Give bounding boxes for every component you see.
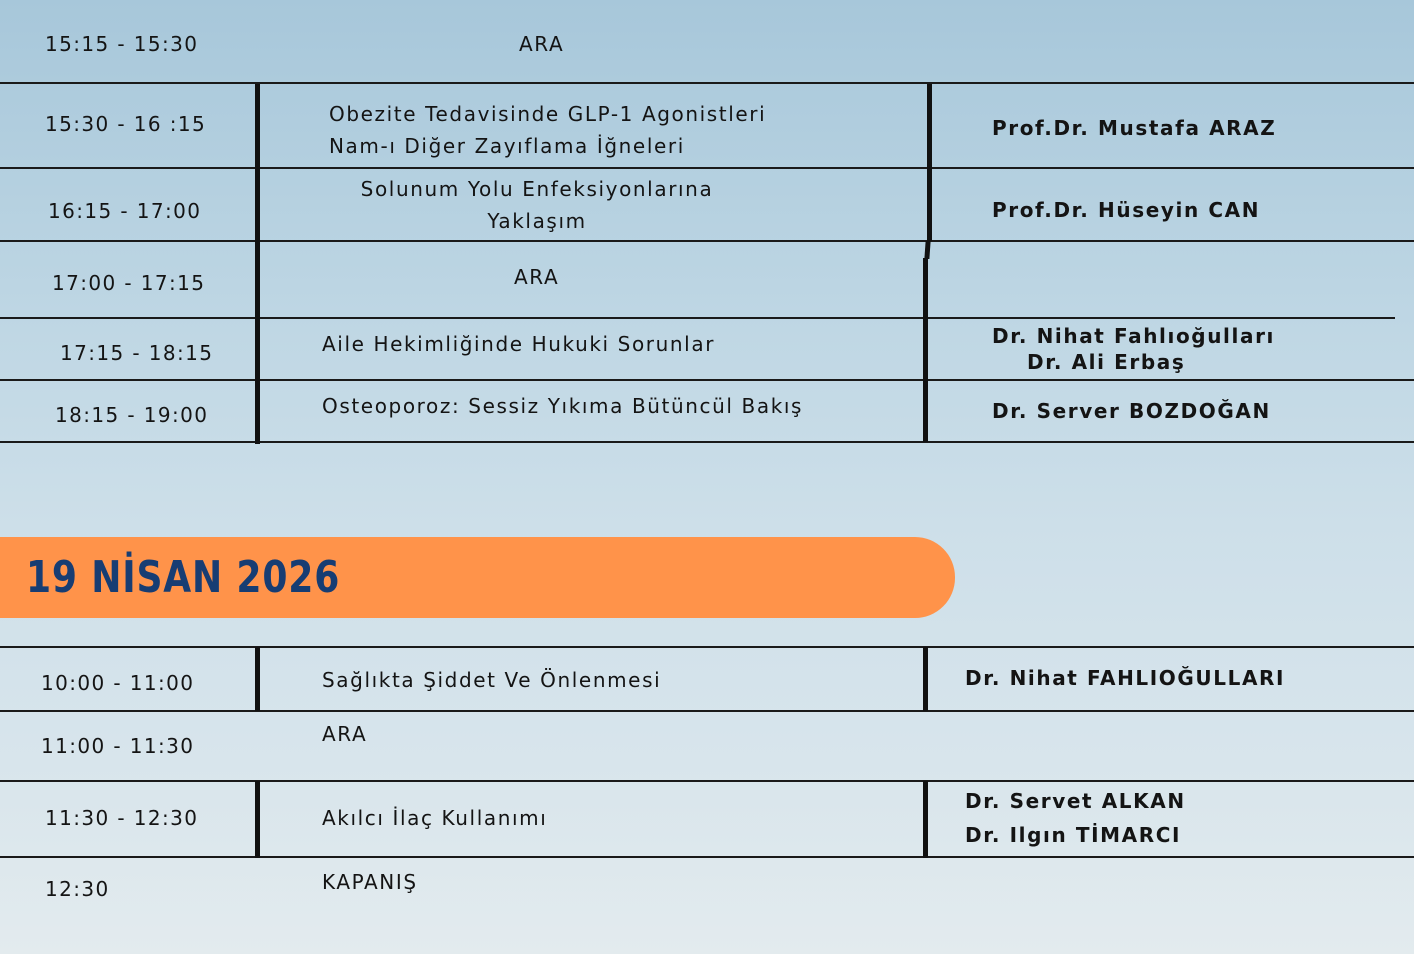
row-divider	[0, 379, 1414, 381]
row-divider	[0, 240, 1414, 242]
session-title: ARA	[322, 722, 368, 746]
row-divider	[0, 441, 1414, 443]
speaker-name: Prof.Dr. Hüseyin CAN	[992, 198, 1261, 222]
session-title: ARA	[519, 32, 565, 56]
row-divider	[0, 780, 1414, 782]
session-time: 15:15 - 15:30	[45, 32, 199, 56]
row-divider	[0, 167, 1414, 169]
speaker-name: Dr. Servet ALKAN	[965, 789, 1186, 813]
session-time: 15:30 - 16 :15	[45, 112, 207, 136]
column-divider	[255, 84, 260, 444]
date-banner	[0, 537, 955, 618]
session-time: 16:15 - 17:00	[48, 199, 202, 223]
session-title: KAPANIŞ	[322, 870, 418, 894]
speaker-name: Prof.Dr. Mustafa ARAZ	[992, 116, 1277, 140]
column-divider	[923, 647, 928, 711]
row-divider	[0, 710, 1414, 712]
row-divider	[0, 856, 1414, 858]
session-title: Yaklaşım	[487, 209, 587, 233]
session-title: Solunum Yolu Enfeksiyonlarına	[360, 177, 714, 201]
session-title: Osteoporoz: Sessiz Yıkıma Bütüncül Bakış	[322, 394, 804, 418]
session-time: 10:00 - 11:00	[41, 671, 195, 695]
column-divider	[927, 84, 932, 241]
speaker-name: Dr. Ali Erbaş	[1027, 350, 1186, 374]
column-divider	[255, 647, 260, 711]
row-divider	[0, 82, 1414, 84]
row-divider	[0, 646, 1414, 648]
column-divider	[923, 781, 928, 858]
session-time: 12:30	[45, 877, 110, 901]
column-divider	[923, 258, 928, 442]
session-time: 11:00 - 11:30	[41, 734, 195, 758]
date-heading: 19 NİSAN 2026	[26, 552, 341, 603]
session-title: Obezite Tedavisinde GLP-1 Agonistleri	[329, 102, 767, 126]
speaker-name: Dr. Server BOZDOĞAN	[992, 399, 1271, 423]
column-divider	[255, 781, 260, 858]
session-time: 11:30 - 12:30	[45, 806, 199, 830]
row-divider	[0, 317, 1395, 319]
session-title: Sağlıkta Şiddet Ve Önlenmesi	[322, 668, 662, 692]
speaker-name: Dr. Nihat Fahlıoğulları	[992, 324, 1275, 348]
session-title: Akılcı İlaç Kullanımı	[322, 806, 548, 830]
session-title: Aile Hekimliğinde Hukuki Sorunlar	[322, 332, 716, 356]
speaker-name: Dr. Nihat FAHLIOĞULLARI	[965, 666, 1286, 690]
session-title: ARA	[514, 265, 560, 289]
speaker-name: Dr. Ilgın TİMARCI	[965, 823, 1182, 847]
session-time: 17:15 - 18:15	[60, 341, 214, 365]
session-time: 17:00 - 17:15	[52, 271, 206, 295]
session-title: Nam-ı Diğer Zayıflama İğneleri	[329, 134, 685, 158]
session-time: 18:15 - 19:00	[55, 403, 209, 427]
column-divider	[924, 241, 930, 259]
